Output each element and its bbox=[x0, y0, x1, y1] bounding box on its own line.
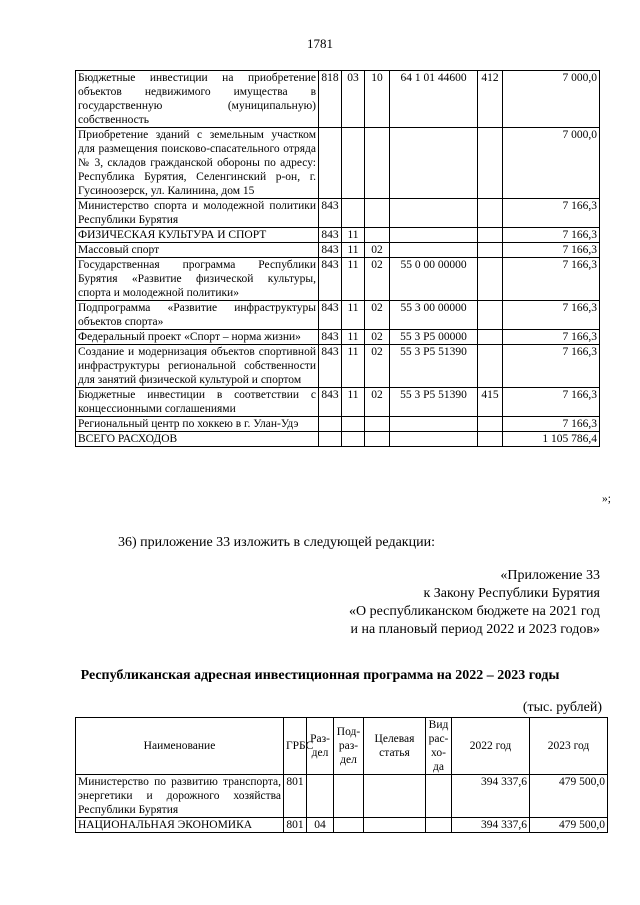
row-razdel: 11 bbox=[342, 301, 365, 330]
header-podrazdel: Под-раз-дел bbox=[334, 718, 364, 775]
row-name: Региональный центр по хоккею в г. Улан-Удэ bbox=[76, 417, 319, 432]
row-2023: 479 500,0 bbox=[530, 818, 608, 833]
units-label: (тыс. рублей) bbox=[522, 700, 602, 715]
row-name: Бюджетные инвестиции на приобретение объектов недвижимого имущества в государственную (муниципальную) собственность bbox=[76, 71, 319, 128]
row-statya bbox=[390, 417, 478, 432]
row-vid bbox=[478, 243, 503, 258]
row-amount: 7 000,0 bbox=[503, 128, 600, 199]
table-row bbox=[76, 258, 600, 301]
header-2022: 2022 год bbox=[452, 718, 530, 775]
table-row bbox=[76, 301, 600, 330]
row-name: Бюджетные инвестиции в соответствии с концессионными соглашениями bbox=[76, 388, 319, 417]
header-grbs: ГРБС bbox=[284, 718, 307, 775]
row-grbs: 843 bbox=[319, 301, 342, 330]
row-name: Министерство по развитию транспорта, энергетики и дорожного хозяйства Республики Бурятия bbox=[76, 775, 284, 818]
table-row bbox=[76, 330, 600, 345]
row-grbs: 843 bbox=[319, 330, 342, 345]
amendment-paragraph: 36) приложение 33 изложить в следующей редакции: bbox=[118, 535, 435, 550]
row-statya: 55 3 00 00000 bbox=[390, 301, 478, 330]
table-row bbox=[76, 228, 600, 243]
row-grbs: 843 bbox=[319, 228, 342, 243]
investment-program-table bbox=[75, 717, 608, 833]
row-podrazdel: 02 bbox=[365, 345, 390, 388]
row-vid bbox=[478, 432, 503, 447]
row-amount: 7 166,3 bbox=[503, 228, 600, 243]
row-statya bbox=[390, 128, 478, 199]
row-podrazdel: 02 bbox=[365, 243, 390, 258]
row-podrazdel bbox=[334, 818, 364, 833]
row-razdel: 11 bbox=[342, 388, 365, 417]
row-grbs: 818 bbox=[319, 71, 342, 128]
row-podrazdel: 02 bbox=[365, 388, 390, 417]
row-podrazdel bbox=[365, 432, 390, 447]
row-razdel: 11 bbox=[342, 345, 365, 388]
row-name: Приобретение зданий с земельным участком для размещения поисково-спасательного отряда № 3, складов гражданской обороны по адресу: Республика Бурятия, Селенгинский р-он, г. Гусиноозерск, ул. Калинина, дом 15 bbox=[76, 128, 319, 199]
row-name: Министерство спорта и молодежной политики Республики Бурятия bbox=[76, 199, 319, 228]
row-2023: 479 500,0 bbox=[530, 775, 608, 818]
row-grbs: 843 bbox=[319, 258, 342, 301]
row-podrazdel bbox=[365, 228, 390, 243]
row-grbs: 801 bbox=[284, 818, 307, 833]
row-vid bbox=[478, 128, 503, 199]
row-grbs bbox=[319, 417, 342, 432]
table-row bbox=[76, 388, 600, 417]
row-statya bbox=[390, 432, 478, 447]
row-grbs: 843 bbox=[319, 243, 342, 258]
appendix-caption bbox=[349, 567, 600, 639]
row-podrazdel bbox=[365, 417, 390, 432]
table-row bbox=[76, 417, 600, 432]
row-name: ВСЕГО РАСХОДОВ bbox=[76, 432, 319, 447]
appendix-line: и на плановый период 2022 и 2023 годов» bbox=[350, 622, 600, 637]
row-amount: 7 166,3 bbox=[503, 199, 600, 228]
row-vid bbox=[478, 199, 503, 228]
appendix-line: «О республиканском бюджете на 2021 год bbox=[349, 604, 600, 619]
table-row bbox=[76, 199, 600, 228]
row-razdel: 03 bbox=[342, 71, 365, 128]
row-vid bbox=[478, 301, 503, 330]
row-name: Государственная программа Республики Бурятия «Развитие физической культуры, спорта и молодежной политики» bbox=[76, 258, 319, 301]
row-razdel: 11 bbox=[342, 330, 365, 345]
row-razdel: 04 bbox=[307, 818, 334, 833]
row-grbs: 843 bbox=[319, 388, 342, 417]
row-vid bbox=[478, 330, 503, 345]
row-name: Подпрограмма «Развитие инфраструктуры объектов спорта» bbox=[76, 301, 319, 330]
row-razdel bbox=[342, 128, 365, 199]
header-vid: Вид рас-хо-да bbox=[426, 718, 452, 775]
row-vid bbox=[426, 775, 452, 818]
row-amount: 7 166,3 bbox=[503, 388, 600, 417]
row-vid bbox=[478, 228, 503, 243]
row-statya bbox=[364, 775, 426, 818]
row-vid: 415 bbox=[478, 388, 503, 417]
appendix-line: к Закону Республики Бурятия bbox=[423, 586, 600, 601]
header-name: Наименование bbox=[76, 718, 284, 775]
closing-quote-mark: »; bbox=[602, 493, 611, 505]
row-grbs: 843 bbox=[319, 345, 342, 388]
row-podrazdel bbox=[334, 775, 364, 818]
row-amount: 7 166,3 bbox=[503, 258, 600, 301]
row-statya: 55 0 00 00000 bbox=[390, 258, 478, 301]
row-podrazdel bbox=[365, 128, 390, 199]
row-statya bbox=[390, 199, 478, 228]
row-grbs bbox=[319, 128, 342, 199]
row-statya bbox=[364, 818, 426, 833]
row-2022: 394 337,6 bbox=[452, 775, 530, 818]
table-row bbox=[76, 71, 600, 128]
row-razdel bbox=[307, 775, 334, 818]
header-2023: 2023 год bbox=[530, 718, 608, 775]
row-amount: 1 105 786,4 bbox=[503, 432, 600, 447]
row-amount: 7 000,0 bbox=[503, 71, 600, 128]
row-grbs bbox=[319, 432, 342, 447]
row-statya: 55 3 P5 51390 bbox=[390, 388, 478, 417]
expenditure-table bbox=[75, 70, 600, 447]
row-podrazdel: 02 bbox=[365, 330, 390, 345]
row-grbs: 843 bbox=[319, 199, 342, 228]
row-2022: 394 337,6 bbox=[452, 818, 530, 833]
row-amount: 7 166,3 bbox=[503, 345, 600, 388]
row-vid bbox=[478, 345, 503, 388]
row-razdel bbox=[342, 417, 365, 432]
row-vid bbox=[478, 258, 503, 301]
row-statya bbox=[390, 228, 478, 243]
table-header-row bbox=[76, 718, 608, 775]
row-vid bbox=[426, 818, 452, 833]
row-razdel: 11 bbox=[342, 258, 365, 301]
row-amount: 7 166,3 bbox=[503, 243, 600, 258]
page-number: 1781 bbox=[307, 36, 333, 51]
row-amount: 7 166,3 bbox=[503, 330, 600, 345]
row-statya: 55 3 P5 00000 bbox=[390, 330, 478, 345]
row-statya: 55 3 P5 51390 bbox=[390, 345, 478, 388]
row-podrazdel: 02 bbox=[365, 258, 390, 301]
row-razdel: 11 bbox=[342, 228, 365, 243]
row-name: Массовый спорт bbox=[76, 243, 319, 258]
row-statya: 64 1 01 44600 bbox=[390, 71, 478, 128]
header-statya: Целевая статья bbox=[364, 718, 426, 775]
table-row bbox=[76, 818, 608, 833]
row-name: Создание и модернизация объектов спортивной инфраструктуры региональной собственности для занятий физической культурой и спортом bbox=[76, 345, 319, 388]
row-razdel bbox=[342, 432, 365, 447]
table-row bbox=[76, 345, 600, 388]
program-heading: Республиканская адресная инвестиционная программа на 2022 – 2023 годы bbox=[80, 668, 560, 683]
row-podrazdel: 02 bbox=[365, 301, 390, 330]
row-grbs: 801 bbox=[284, 775, 307, 818]
row-amount: 7 166,3 bbox=[503, 301, 600, 330]
row-amount: 7 166,3 bbox=[503, 417, 600, 432]
row-razdel bbox=[342, 199, 365, 228]
header-razdel: Раз-дел bbox=[307, 718, 334, 775]
row-vid: 412 bbox=[478, 71, 503, 128]
row-vid bbox=[478, 417, 503, 432]
row-name: ФИЗИЧЕСКАЯ КУЛЬТУРА И СПОРТ bbox=[76, 228, 319, 243]
row-razdel: 11 bbox=[342, 243, 365, 258]
table-row bbox=[76, 775, 608, 818]
table-row bbox=[76, 128, 600, 199]
row-name: НАЦИОНАЛЬНАЯ ЭКОНОМИКА bbox=[76, 818, 284, 833]
appendix-line: «Приложение 33 bbox=[500, 568, 600, 583]
row-statya bbox=[390, 243, 478, 258]
row-podrazdel bbox=[365, 199, 390, 228]
row-name: Федеральный проект «Спорт – норма жизни» bbox=[76, 330, 319, 345]
table-row bbox=[76, 243, 600, 258]
row-podrazdel: 10 bbox=[365, 71, 390, 128]
table-row bbox=[76, 432, 600, 447]
